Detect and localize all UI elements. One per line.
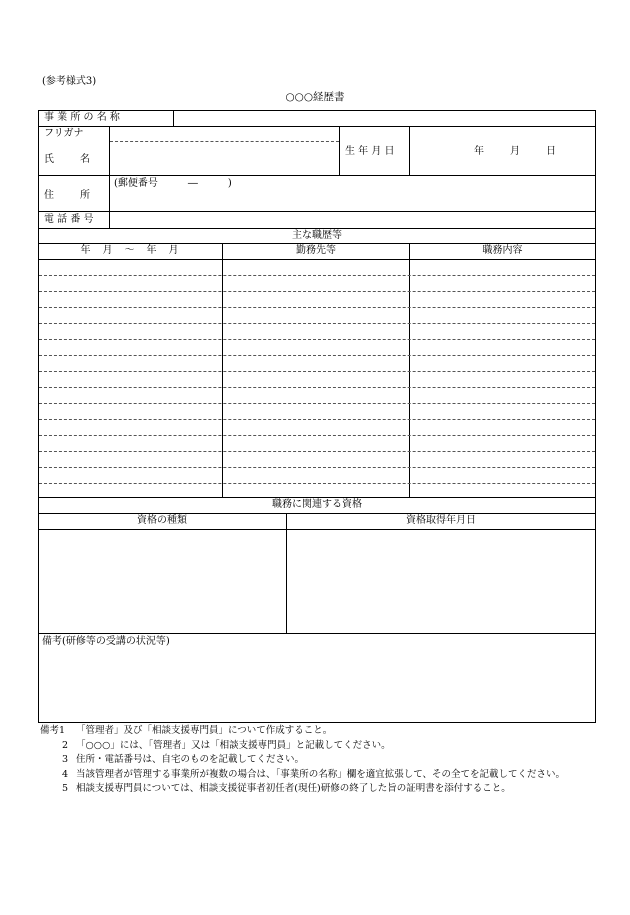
notes xyxy=(40,724,600,797)
birth-date-label: 生 年 月 日 xyxy=(345,146,395,157)
note-item: 3 住所・電話番号は、自宅のものを記載してください。 xyxy=(61,754,305,765)
qualification-col-date: 資格取得年月日 xyxy=(406,515,476,526)
furigana-field[interactable] xyxy=(111,127,338,140)
remarks-label: 備考(研修等の受講の状況等) xyxy=(42,636,170,647)
form-reference: (参考様式3) xyxy=(42,76,97,87)
qualification-col-type: 資格の種類 xyxy=(137,515,187,526)
address-label: 住 所 xyxy=(44,190,92,201)
name-label: 氏 名 xyxy=(44,154,92,165)
note-item: 備考1 「管理者」及び「相談支援専門員」について作成すること。 xyxy=(40,725,333,736)
name-field[interactable] xyxy=(111,143,338,174)
career-col-duties: 職務内容 xyxy=(482,245,523,256)
page-title: ○○○経歴書 xyxy=(285,91,345,103)
remarks-field[interactable] xyxy=(40,652,594,720)
office-name-label: 事 業 所 の 名 称 xyxy=(44,112,120,123)
birth-date-field[interactable]: 年 月 日 xyxy=(474,146,558,157)
note-item: 4 当該管理者が管理する事業所が複数の場合は、「事業所の名称」欄を適宜拡張して、その全てを記載してください。 xyxy=(61,768,566,780)
career-section-title: 主な職歴等 xyxy=(292,230,342,241)
phone-label: 電 話 番 号 xyxy=(44,214,94,225)
note-item: 5 相談支援専門員については、相談支援従事者初任者(現任)研修の終了した旨の証明書を添付すること。 xyxy=(61,783,511,794)
office-name-field[interactable] xyxy=(175,111,594,125)
career-col-period: 年 月 ～ 年 月 xyxy=(80,245,180,256)
furigana-label: フリガナ xyxy=(44,128,84,139)
phone-field[interactable] xyxy=(111,212,594,227)
address-postal-field[interactable]: (郵便番号 ― ) xyxy=(114,178,232,189)
note-item: 2 「○○○」には、「管理者」又は「相談支援専門員」と記載してください。 xyxy=(61,739,391,751)
qualification-section-title: 職務に関連する資格 xyxy=(272,499,362,510)
career-col-workplace: 勤務先等 xyxy=(296,245,336,256)
